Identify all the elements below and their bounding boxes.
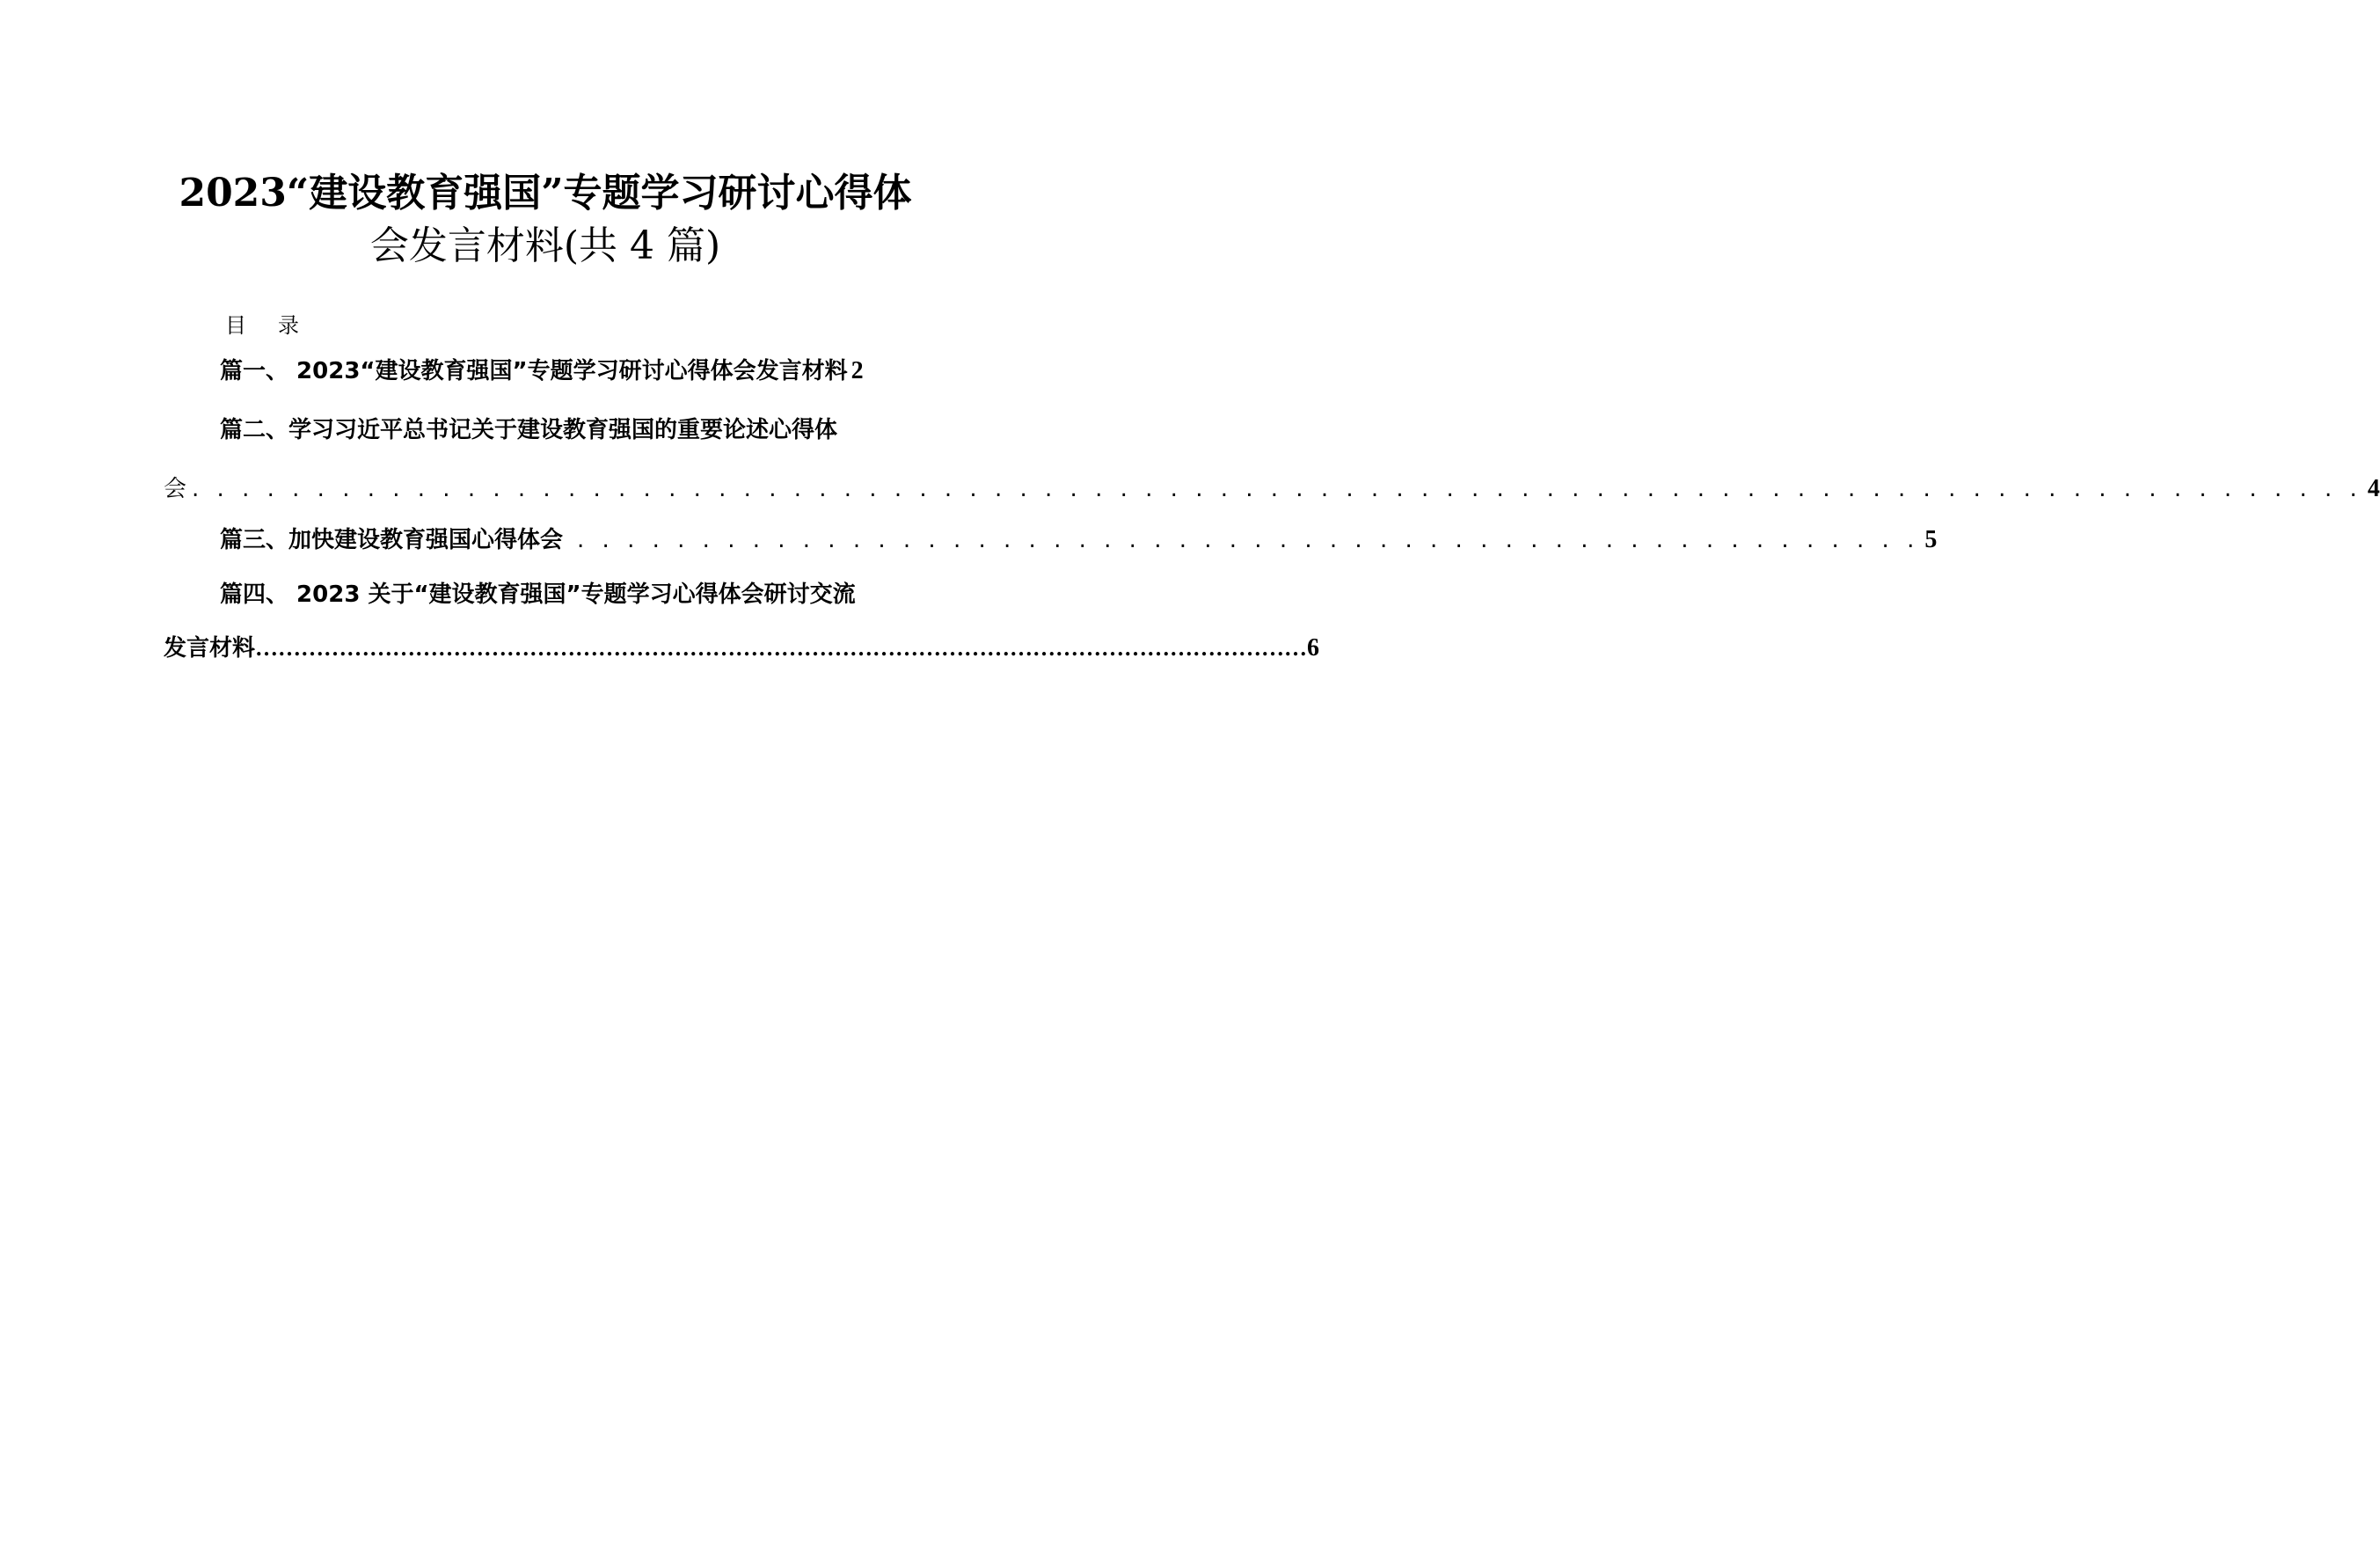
toc-leader-dots: . . . . . . . . . . . . . . . . . . . . . . . . . . . . . . . . . . . . . . . . . . . . . . . . . . . . . .: [577, 527, 1920, 553]
toc-entry-3[interactable]: [220, 523, 1938, 558]
toc-heading: 目录: [225, 313, 331, 338]
toc-leader-dots: …………………………………………………………………………………………………………………………: [255, 635, 1308, 661]
document-title-line-1: 2023“建设教育强国”专题学习研讨心得体: [179, 171, 912, 216]
toc-entry-4-text: 篇四、 2023 关于“建设教育强国”专题学习心得体会研讨交流: [220, 581, 856, 608]
toc-entry-1-text: 篇一、 2023“建设教育强国”专题学习研讨心得体会发言材料: [220, 358, 848, 384]
toc-entry-2-line-2[interactable]: [164, 472, 2380, 507]
toc-entry-4-text-cont: 发言材料: [164, 635, 256, 662]
toc-entry-3-text: 篇三、加快建设教育强国心得体会: [220, 527, 564, 553]
toc-entry-4-line-2[interactable]: [164, 631, 1320, 666]
toc-leader-dots: . . . . . . . . . . . . . . . . . . . . . . . . . . . . . . . . . . . . . . . . . . . . . . . . . . . . . . . . . . . . . . . . . . . . . . . . . . . . . . . . . . . . . . .: [192, 476, 2362, 502]
toc-entry-3-page: 5: [1924, 526, 1938, 553]
toc-entry-2-text-cont: 会: [164, 476, 187, 502]
toc-entry-4-page: 6: [1307, 634, 1320, 662]
toc-entry-2-text: 篇二、学习习近平总书记关于建设教育强国的重要论述心得体: [220, 417, 838, 443]
toc-entry-1-page: 2: [851, 357, 864, 384]
document-title-line-2: 会发言材料(共 4 篇): [369, 223, 721, 268]
toc-entry-2-line-1[interactable]: [220, 413, 932, 448]
toc-entry-4-line-1[interactable]: [220, 577, 932, 612]
toc-entry-2-page: 4: [2367, 475, 2380, 502]
toc-entry-1[interactable]: [220, 354, 932, 389]
